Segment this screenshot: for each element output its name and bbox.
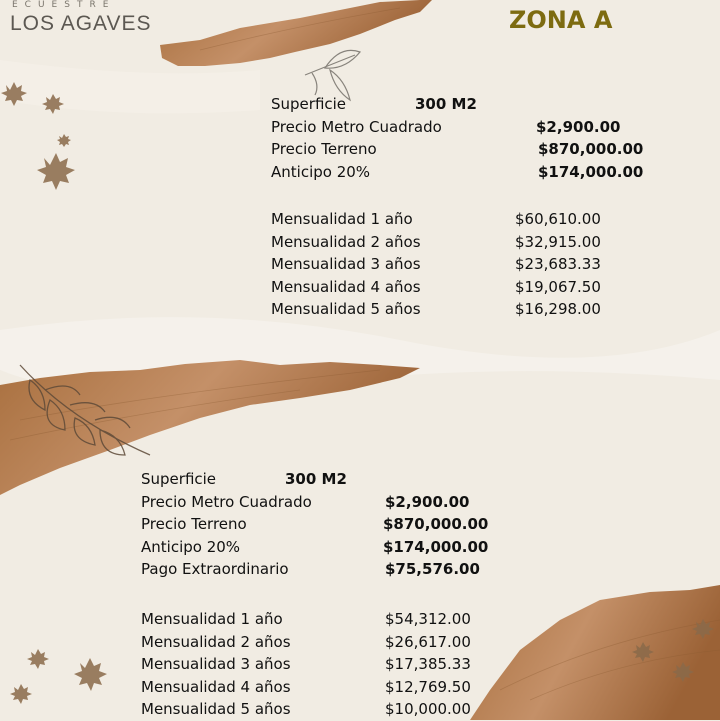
row-label: Mensualidad 4 años <box>271 277 421 296</box>
summary-row <box>141 558 541 581</box>
row-value: $19,067.50 <box>515 277 601 296</box>
monthly-row <box>271 208 671 231</box>
brand-logo: LOS AGAVES <box>10 12 152 35</box>
summary-row <box>141 536 541 559</box>
row-value: $10,000.00 <box>385 700 471 719</box>
row-value: $26,617.00 <box>385 632 471 651</box>
monthly-row <box>141 698 541 721</box>
summary-row <box>271 93 671 116</box>
row-label: Mensualidad 2 años <box>271 232 421 251</box>
row-label: Precio Terreno <box>141 515 247 534</box>
monthly-row <box>271 298 671 321</box>
row-label: Anticipo 20% <box>141 537 241 556</box>
row-value: 300 M2 <box>285 470 347 488</box>
row-label: Mensualidad 1 año <box>271 210 413 228</box>
row-label: Mensualidad 2 años <box>141 632 291 651</box>
row-value: $870,000.00 <box>538 140 644 159</box>
plan-2-summary <box>141 468 541 581</box>
plan-2-monthly <box>141 608 541 721</box>
zone-title: ZONA A <box>509 6 613 34</box>
row-label: Mensualidad 5 años <box>141 700 291 719</box>
summary-row <box>141 491 541 514</box>
monthly-row <box>271 231 671 254</box>
row-value: $174,000.00 <box>538 162 644 181</box>
row-label: Anticipo 20% <box>271 162 371 181</box>
row-value: $2,900.00 <box>536 117 621 136</box>
plan-1-monthly <box>271 208 671 321</box>
summary-row <box>141 468 541 491</box>
row-value: $12,769.50 <box>385 677 471 696</box>
monthly-row <box>141 608 541 631</box>
row-label: Mensualidad 5 años <box>271 300 421 319</box>
row-label: Mensualidad 1 año <box>141 610 283 628</box>
row-label: Precio Terreno <box>271 140 377 159</box>
row-value: $60,610.00 <box>515 210 601 228</box>
row-label: Mensualidad 3 años <box>271 255 421 274</box>
row-label: Mensualidad 4 años <box>141 677 291 696</box>
row-value: $870,000.00 <box>383 515 489 534</box>
row-label: Superficie <box>271 95 347 113</box>
row-label: Superficie <box>141 470 217 488</box>
monthly-row <box>141 631 541 654</box>
monthly-row <box>271 276 671 299</box>
summary-row <box>271 116 671 139</box>
row-value: $174,000.00 <box>383 537 489 556</box>
row-label: Precio Metro Cuadrado <box>271 117 442 136</box>
row-label: Precio Metro Cuadrado <box>141 492 312 511</box>
monthly-row <box>141 653 541 676</box>
row-value: 300 M2 <box>415 95 477 113</box>
row-value: $23,683.33 <box>515 255 601 274</box>
monthly-row <box>141 676 541 699</box>
row-value: $32,915.00 <box>515 232 601 251</box>
summary-row <box>271 138 671 161</box>
row-value: $16,298.00 <box>515 300 601 319</box>
row-label: Mensualidad 3 años <box>141 655 291 674</box>
row-value: $54,312.00 <box>385 610 471 628</box>
summary-row <box>271 161 671 184</box>
row-value: $2,900.00 <box>385 492 470 511</box>
row-label: Pago Extraordinario <box>141 560 289 579</box>
monthly-row <box>271 253 671 276</box>
brand-tagline: ECUESTRE <box>12 0 116 10</box>
summary-row <box>141 513 541 536</box>
row-value: $17,385.33 <box>385 655 471 674</box>
plan-1-summary <box>271 93 671 183</box>
row-value: $75,576.00 <box>385 560 480 579</box>
